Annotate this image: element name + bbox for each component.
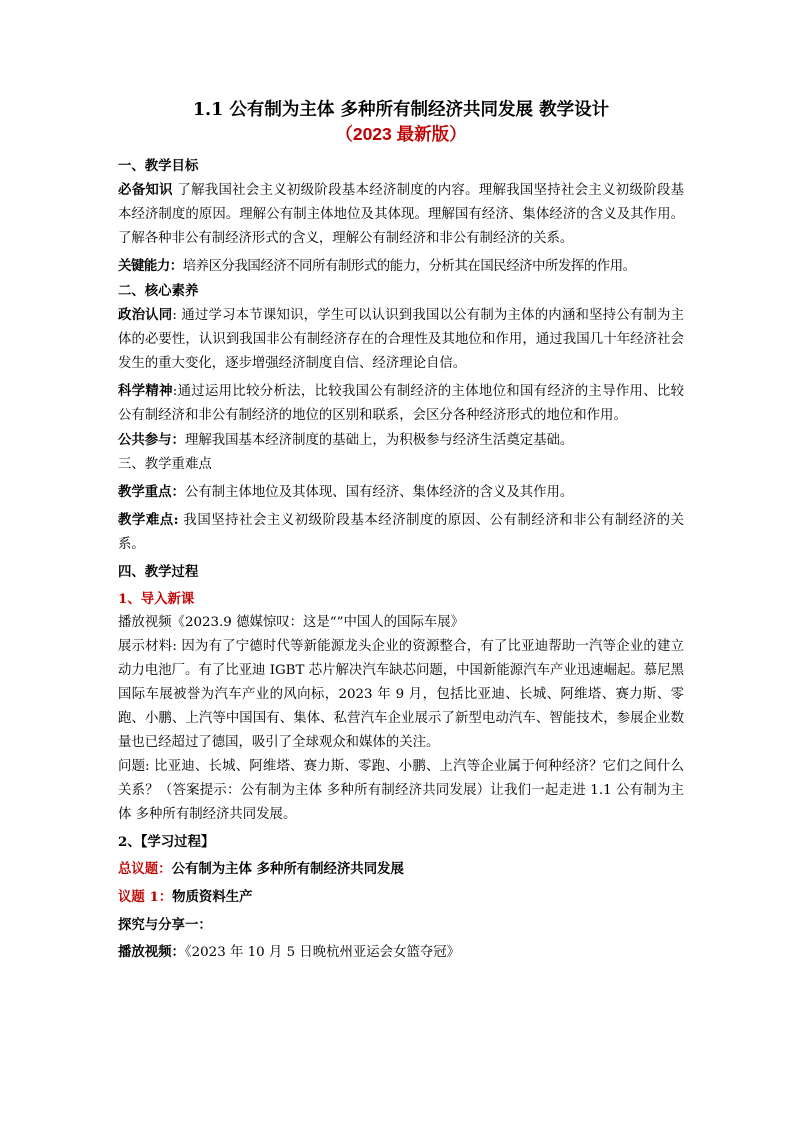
subheading-introduce-lesson: 1、导入新课 <box>118 591 195 607</box>
label-essential-knowledge: 必备知识 <box>118 182 173 198</box>
text-political-identity: : 通过学习本节课知识，学生可以认识到我国以公有制为主体的内涵和坚持公有制为主体的必要性，认识到我国非公有制经济存在的合理性及其地位和作用，通过我国几十年经济社会发生的重大变化，逐步增强经济制度自信、经济理论自信。 <box>118 308 685 371</box>
section-heading-teaching-goals: 一、教学目标 <box>118 158 199 174</box>
text-essential-knowledge: 了解我国社会主义初级阶段基本经济制度的内容。理解我国坚持社会主义初级阶段基本经济制度的原因。理解公有制主体地位及其体现。理解国有经济、集体经济的含义及其作用。了解各种非公有制经济形式的含义，理解公有制经济和非公有制经济的关系。 <box>118 183 684 246</box>
text-key-points: 公有制主体地位及其体现、国有经济、集体经济的含义及其作用。 <box>184 485 574 500</box>
paragraph-key-points <box>118 480 684 505</box>
paragraph-key-ability <box>118 254 684 279</box>
label-key-points: 教学重点： <box>118 484 185 500</box>
section-heading-core-literacy: 二、核心素养 <box>118 283 199 299</box>
section-heading-key-difficult-points: 三、教学重难点 <box>118 457 212 472</box>
section-heading-teaching-process: 四、教学过程 <box>118 564 199 580</box>
label-topic-1: 议题 1： <box>118 889 173 905</box>
paragraph-public-participation <box>118 428 684 453</box>
paragraph-question: 问题: 比亚迪、长城、阿维塔、赛力斯、零跑、小鹏、上汽等企业属于何种经济？它们之间什么关系？（答案提示：公有制为主体 多种所有制经济共同发展）让我们一起走进 1.1 公有制为主体 多种所有制经济共同发展。 <box>118 759 684 822</box>
text-general-topic: 公有制为主体 多种所有制经济共同发展 <box>171 861 404 877</box>
paragraph-political-identity <box>118 303 684 376</box>
document-title: 1.1 公有制为主体 多种所有制经济共同发展 教学设计 <box>192 100 610 120</box>
paragraph-topic-1 <box>118 885 684 910</box>
text-play-video: 《2023 年 10 月 5 日晚杭州亚运会女篮夺冠》 <box>184 945 461 960</box>
paragraph-play-video <box>118 940 684 965</box>
paragraph-material: 展示材料: 因为有了宁德时代等新能源龙头企业的资源整合，有了比亚迪帮助一汽等企业的建立动力电池厂。有了比亚迪 IGBT 芯片解决汽车缺芯问题，中国新能源汽车产业迅速崛起。慕尼黑国际车展被誉为汽车产业的风向标，2023 年 9 月，包括比亚迪、长城、阿维塔、赛力斯、零跑、小鹏、上汽等中国国有、集体、私营汽车企业展示了新型电动汽车、智能技术，参展企业数量也已经超过了德国，吸引了全球观众和媒体的关注。 <box>118 639 684 750</box>
paragraph-essential-knowledge <box>118 178 684 251</box>
document-body <box>118 98 684 965</box>
label-play-video: 播放视频： <box>118 944 185 960</box>
text-key-ability: 培养区分我国经济不同所有制形式的能力，分析其在国民经济中所发挥的作用。 <box>182 259 636 274</box>
label-general-topic: 总议题： <box>118 861 172 877</box>
paragraph-video: 播放视频《2023.9 德媒惊叹：这是“”中国人的国际车展》 <box>118 615 465 630</box>
subheading-learning-process: 2、【学习过程】 <box>118 834 215 850</box>
text-topic-1: 物质资料生产 <box>172 889 253 905</box>
document-subtitle: （2023 最新版） <box>335 124 467 144</box>
label-difficult-points: 教学难点: <box>118 512 179 528</box>
label-scientific-spirit: 科学精神 <box>118 383 173 399</box>
paragraph-difficult-points <box>118 508 684 557</box>
text-scientific-spirit: :通过运用比较分析法，比较我国公有制经济的主体地位和国有经济的主导作用、比较公有制经济和非公有制经济的地位的区别和联系，会区分各种经济形式的地位和作用。 <box>118 384 684 423</box>
paragraph-explore-share: 探究与分享一： <box>118 917 212 933</box>
text-public-participation: 理解我国基本经济制度的基础上，为积极参与经济生活奠定基础。 <box>184 433 574 448</box>
label-political-identity: 政治认同 <box>118 307 173 323</box>
paragraph-general-topic <box>118 857 684 882</box>
text-difficult-points: 我国坚持社会主义初级阶段基本经济制度的原因、公有制经济和非公有制经济的关系。 <box>118 513 684 552</box>
label-public-participation: 公共参与： <box>118 432 185 448</box>
paragraph-scientific-spirit <box>118 379 684 428</box>
label-key-ability: 关键能力： <box>118 258 183 274</box>
